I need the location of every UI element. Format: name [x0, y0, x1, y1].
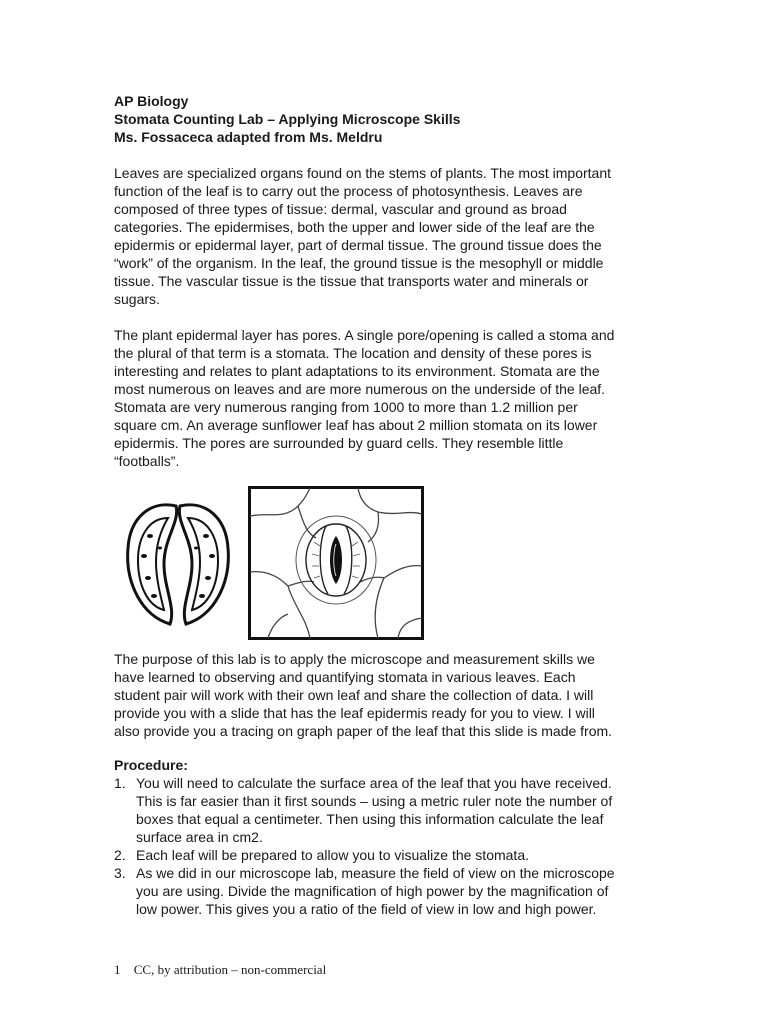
text-line: boxes that equal a centimeter. Then using this information calculate the leaf: [136, 811, 604, 827]
page-footer: [114, 962, 326, 978]
text-line: “footballs”.: [114, 453, 180, 469]
stomata-paragraph: [114, 326, 659, 470]
step-number: 2.: [114, 847, 126, 863]
text-line: You will need to calculate the surface area of the leaf that you have received.: [136, 775, 612, 791]
text-line: square cm. An average sunflower leaf has about 2 million stomata on its lower: [114, 417, 598, 433]
text-line: “work” of the organism. In the leaf, the ground tissue is the mesophyll or middle: [114, 255, 604, 271]
procedure-step: [114, 846, 659, 864]
text-line: This is far easier than it first sounds – using a metric ruler note the number of: [136, 793, 613, 809]
text-line: have learned to observing and quantifying stomata in various leaves. Each: [114, 669, 576, 685]
text-line: provide you with a slide that has the leaf epidermis ready for you to view. I will: [114, 705, 595, 721]
procedure-step: [114, 864, 659, 918]
text-line: The purpose of this lab is to apply the microscope and measurement skills we: [114, 651, 595, 667]
text-line: As we did in our microscope lab, measure the field of view on the microscope: [136, 865, 615, 881]
text-line: categories. The epidermises, both the upper and lower side of the leaf are the: [114, 219, 595, 235]
purpose-paragraph: [114, 650, 659, 740]
page-number: 1: [114, 962, 121, 977]
intro-paragraph: [114, 164, 659, 308]
text-line: Each leaf will be prepared to allow you to visualize the stomata.: [136, 847, 529, 863]
lab-title: Stomata Counting Lab – Applying Microscope Skills: [114, 111, 461, 127]
procedure-heading: Procedure:: [114, 757, 188, 773]
text-line: student pair will work with their own leaf and share the collection of data. I will: [114, 687, 594, 703]
text-line: you are using. Divide the magnification of high power by the magnification of: [136, 883, 609, 899]
text-line: tissue. The vascular tissue is the tissue that transports water and minerals or: [114, 273, 589, 289]
text-line: function of the leaf is to carry out the process of photosynthesis. Leaves are: [114, 183, 583, 199]
stoma-micrograph: [248, 486, 424, 640]
procedure-list: [114, 774, 659, 918]
text-line: interesting and relates to plant adaptations to its environment. Stomata are the: [114, 363, 600, 379]
guard-cells-diagram: [120, 498, 236, 630]
text-line: epidermis or epidermal layer, part of dermal tissue. The ground tissue does the: [114, 237, 602, 253]
text-line: most numerous on leaves and are more numerous on the underside of the leaf.: [114, 381, 606, 397]
text-line: also provide you a tracing on graph paper of the leaf that this slide is made from.: [114, 723, 613, 739]
author-line: Ms. Fossaceca adapted from Ms. Meldru: [114, 129, 383, 145]
text-line: Leaves are specialized organs found on the stems of plants. The most important: [114, 165, 612, 181]
course-title: AP Biology: [114, 93, 189, 109]
text-line: low power. This gives you a ratio of the field of view in low and high power.: [136, 901, 597, 917]
text-line: sugars.: [114, 291, 160, 307]
license-note: CC, by attribution – non-commercial: [133, 962, 327, 977]
text-line: the plural of that term is a stomata. The location and density of these pores is: [114, 345, 592, 361]
document-header: [114, 92, 460, 146]
text-line: The plant epidermal layer has pores. A single pore/opening is called a stoma and: [114, 327, 615, 343]
step-number: 3.: [114, 865, 126, 881]
text-line: Stomata are very numerous ranging from 1000 to more than 1.2 million per: [114, 399, 578, 415]
procedure-step: [114, 774, 659, 846]
text-line: composed of three types of tissue: dermal, vascular and ground as broad: [114, 201, 567, 217]
text-line: surface area in cm2.: [136, 829, 263, 845]
text-line: epidermis. The pores are surrounded by guard cells. They resemble little: [114, 435, 564, 451]
step-number: 1.: [114, 775, 126, 791]
